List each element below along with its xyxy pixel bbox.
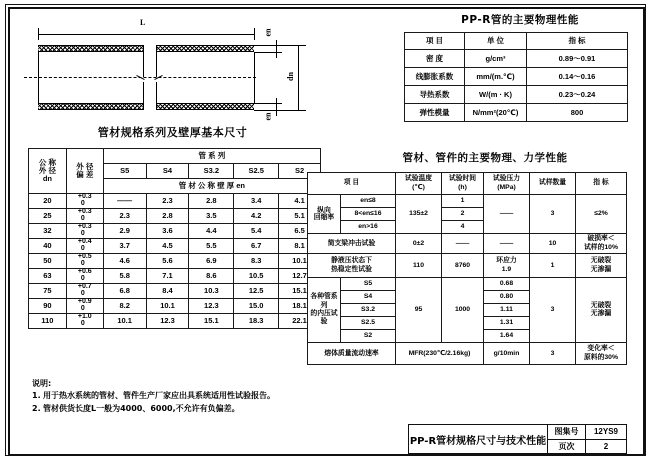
header-test-temperature [396,173,442,195]
cell-mfr-count: 3 [530,343,576,365]
cell-wall-thickness: 5.6 [146,254,189,269]
dim-line-dn [298,45,299,110]
cell-nominal-diameter: 50 [29,254,67,269]
cell-wall-thickness: 4.2 [234,209,279,224]
header-test-time [442,173,484,195]
cell-mfr-index: 变化率＜ 原料的30% [576,343,627,365]
header-press-line1: 试验压力 [492,175,521,183]
cell-mfr-unit: g/10min [484,343,530,365]
header-index: 指 标 [576,173,627,195]
cell-wall-thickness: 12.3 [146,314,189,329]
cell-tolerance: +0.4 0 [66,239,103,254]
cell-wall-thickness: 6.7 [234,239,279,254]
table-row [29,239,321,254]
dim-label-en-bottom: en [263,112,273,121]
cell-hydrostatic-label: 静液压状态下 热稳定性试验 [308,254,396,278]
header-temp-line1: 试验温度 [404,175,433,183]
cell-wall-thickness: —— [103,194,146,209]
dim-tick-left [38,28,39,40]
pipe-wall-top-right [156,45,254,52]
cell-property-name: 导热系数 [405,86,465,104]
table-row-header-1 [29,149,321,164]
title-block [408,424,627,454]
cell-mfr-condition: MFR(230℃/2.16kg) [396,343,484,365]
note-number: 1. [32,391,41,401]
header-series-s25: S2.5 [234,164,279,179]
header-sample-count: 试样数量 [530,173,576,195]
cell-property-unit: g/cm³ [465,50,527,68]
cell-wall-thickness: 22.1 [279,314,321,329]
table-row [29,269,321,284]
header-series-s5: S5 [103,164,146,179]
cell-shrinkage-time: 2 [442,208,484,221]
cell-wall-thickness: 12.7 [279,269,321,284]
table-row-mfr [308,343,627,365]
physical-properties-table [404,32,628,122]
cell-wall-thickness: 2.3 [103,209,146,224]
header-time-line1: 试验时间 [448,175,477,183]
cell-shrinkage-time: 1 [442,195,484,208]
table-row [29,254,321,269]
cell-tolerance: +0.6 0 [66,269,103,284]
cell-nominal-diameter: 75 [29,284,67,299]
cell-hydrostatic-temperature: 110 [396,254,442,278]
cell-impact-temperature: 0±2 [396,234,442,254]
table-row [405,86,628,104]
cell-internal-pressure: 0.68 [484,278,530,291]
cell-internal-count: 3 [530,278,576,343]
cell-internal-series: S2 [341,330,396,343]
cell-tolerance: +0.3 0 [66,194,103,209]
note-text: 管材供货长度L一般为4000、6000,不允许有负偏差。 [43,403,240,413]
title-block-row-page [548,440,626,454]
cell-wall-thickness: 10.1 [146,299,189,314]
cell-wall-thickness: 7.1 [146,269,189,284]
cell-tolerance: +0.3 0 [66,224,103,239]
break-line-left-upper [143,45,144,77]
cell-internal-pressure: 1.11 [484,304,530,317]
header-time-line2: (h) [458,183,467,191]
mechanical-properties-title: 管材、管件的主要物理、力学性能 [402,152,568,164]
cell-shrinkage-pressure: —— [484,195,530,234]
table-row [29,194,321,209]
cell-property-unit: N/mm²(20℃) [465,104,527,122]
cell-hydrostatic-time: 8760 [442,254,484,278]
table-row-impact [308,234,627,254]
cell-nominal-diameter: 32 [29,224,67,239]
cell-tolerance: +0.9 0 [66,299,103,314]
title-block-row-atlas [548,425,626,440]
cell-nominal-diameter: 40 [29,239,67,254]
cell-property-name: 线膨胀系数 [405,68,465,86]
cell-wall-thickness: 6.8 [103,284,146,299]
atlas-number-label: 图集号 [548,425,586,439]
header-dn-line2: 外 径 [38,166,56,176]
cell-wall-thickness: 15.0 [234,299,279,314]
header-dn-line1: 公 称 [38,158,56,168]
cell-internal-label: 各种管系列 的内压试验 [308,278,341,343]
cell-wall-thickness: 10.3 [189,284,234,299]
cell-hydrostatic-index: 无破裂 无渗漏 [576,254,627,278]
cell-property-unit: mm/(m.℃) [465,68,527,86]
header-tol-line2: 偏 差 [76,170,94,179]
notes-block [32,378,332,415]
cell-nominal-diameter: 25 [29,209,67,224]
cell-internal-series: S5 [341,278,396,291]
cell-wall-thickness: 10.5 [234,269,279,284]
cell-wall-thickness: 4.6 [103,254,146,269]
cell-wall-thickness: 5.5 [189,239,234,254]
cell-nominal-diameter: 63 [29,269,67,284]
header-diameter-tolerance [66,149,103,194]
cell-wall-thickness: 6.5 [279,224,321,239]
table-row [29,299,321,314]
cell-mfr-label: 熔体质量流动速率 [308,343,396,365]
cell-impact-time: —— [442,234,484,254]
header-series-s32: S3.2 [189,164,234,179]
header-test-pressure [484,173,530,195]
cell-shrinkage-condition: en>16 [341,221,396,234]
dim-tick-en-bottom [276,98,277,116]
atlas-number-value: 12YS9 [593,427,619,437]
header-nominal-diameter [29,149,67,194]
header-press-line2: (MPa) [497,183,516,191]
cell-wall-thickness: 10.1 [279,254,321,269]
header-index: 指 标 [527,33,628,50]
cell-wall-thickness: 2.8 [146,209,189,224]
dim-leader-en-top-a [254,45,282,46]
header-tol-line1: 外 径 [76,162,94,172]
spec-table-container [28,148,321,329]
cell-shrinkage-index: ≤2% [576,195,627,234]
dim-label-en-top: en [263,28,273,37]
cell-wall-thickness: 18.3 [234,314,279,329]
notes-list [32,390,332,415]
cell-impact-label: 简支梁冲击试验 [308,234,396,254]
table-row-hydrostatic [308,254,627,278]
cell-shrinkage-condition: 8<en≤16 [341,208,396,221]
header-series-s4: S4 [146,164,189,179]
break-line-right-upper [156,45,157,77]
break-line-left-lower [143,82,144,110]
mechanical-properties-table [307,172,627,365]
cell-wall-thickness: 3.4 [234,194,279,209]
cell-internal-index: 无破裂 无渗漏 [576,278,627,343]
cell-impact-pressure: —— [484,234,530,254]
page-number-label: 页次 [548,440,586,454]
dim-leader-dn-bottom [282,110,306,111]
header-temp-line2: (℃) [412,183,425,191]
cell-property-value: 0.89～0.91 [527,50,628,68]
cell-impact-index: 破损率＜ 试样的10% [576,234,627,254]
cell-wall-thickness: 10.1 [103,314,146,329]
cell-wall-thickness: 2.3 [146,194,189,209]
cell-wall-thickness: 5.8 [103,269,146,284]
table-row-shrinkage [308,195,627,208]
cell-wall-thickness: 12.3 [189,299,234,314]
spec-table-title: 管材规格系列及壁厚基本尺寸 [97,126,248,139]
pipe-wall-top-left [38,45,143,52]
cell-shrinkage-temperature: 135±2 [396,195,442,234]
cell-property-value: 0.23～0.24 [527,86,628,104]
header-series-s2: S2 [279,164,321,179]
cell-hydrostatic-count: 1 [530,254,576,278]
header-series-group: 管 系 列 [103,149,320,164]
dim-leader-en-bottom-a [254,103,282,104]
cell-nominal-diameter: 20 [29,194,67,209]
cell-tolerance: +0.3 0 [66,209,103,224]
note-number: 2. [32,403,41,413]
cell-wall-thickness: 12.5 [234,284,279,299]
cell-hydrostatic-pressure: 环应力 1.9 [484,254,530,278]
dim-tick-right [254,28,255,40]
cell-tolerance: +1.0 0 [66,314,103,329]
cell-tolerance: +0.7 0 [66,284,103,299]
cell-wall-thickness: 8.3 [234,254,279,269]
pipe-spec-table [28,148,321,329]
break-line-right-lower [156,82,157,110]
cell-shrinkage-condition: en≤8 [341,195,396,208]
cell-nominal-diameter: 110 [29,314,67,329]
dim-leader-en-bottom-b [254,110,282,111]
pipe-section-diagram [18,12,318,120]
notes-heading: 说明: [32,379,52,388]
header-item: 项 目 [308,173,396,195]
header-wall-thickness-group: 管 材 公 称 壁 厚 en [103,179,320,194]
dim-line-length [38,34,254,35]
cell-internal-series: S2.5 [341,317,396,330]
cell-wall-thickness: 18.1 [279,299,321,314]
cell-shrinkage-count: 3 [530,195,576,234]
cell-wall-thickness: 4.1 [279,194,321,209]
dim-leader-dn-top [282,45,306,46]
cell-wall-thickness: 3.5 [189,209,234,224]
note-item [32,403,332,415]
dim-label-dn: dn [285,72,295,81]
table-row [405,68,628,86]
cell-tolerance: +0.5 0 [66,254,103,269]
cell-wall-thickness: 5.1 [279,209,321,224]
cell-property-value: 800 [527,104,628,122]
cell-property-unit: W/(m · K) [465,86,527,104]
cell-wall-thickness: 2.9 [103,224,146,239]
cell-wall-thickness: 6.9 [189,254,234,269]
dim-tick-en-top [276,40,277,58]
cell-wall-thickness: 8.4 [146,284,189,299]
cell-wall-thickness: 15.1 [279,284,321,299]
header-unit: 单 位 [465,33,527,50]
table-row [29,209,321,224]
cell-internal-pressure: 1.31 [484,317,530,330]
pipe-center-line [24,77,256,78]
title-block-meta [548,425,626,453]
cell-wall-thickness: 3.7 [103,239,146,254]
table-row [29,284,321,299]
cell-property-value: 0.14～0.16 [527,68,628,86]
cell-wall-thickness: 15.1 [189,314,234,329]
cell-property-name: 弹性模量 [405,104,465,122]
cell-shrinkage-label: 纵向 回缩率 [308,195,341,234]
note-item [32,390,332,402]
cell-wall-thickness: 4.4 [189,224,234,239]
cell-internal-series: S3.2 [341,304,396,317]
pipe-wall-bottom-left [38,103,143,110]
cell-internal-pressure: 1.64 [484,330,530,343]
page-number-value: 2 [603,441,609,451]
cell-wall-thickness: 2.8 [189,194,234,209]
table-row-internal-pressure [308,278,627,291]
dim-label-length: L [140,18,146,27]
table-row-header [308,173,627,195]
cell-wall-thickness: 8.2 [103,299,146,314]
cell-shrinkage-time: 4 [442,221,484,234]
cell-property-name: 密 度 [405,50,465,68]
cell-wall-thickness: 3.6 [146,224,189,239]
cell-internal-series: S4 [341,291,396,304]
cell-internal-time: 1000 [442,278,484,343]
pipe-wall-bottom-right [156,103,254,110]
physical-properties-title: PP-R管的主要物理性能 [461,14,579,26]
table-row-header [405,33,628,50]
header-item: 项 目 [405,33,465,50]
cell-internal-temperature: 95 [396,278,442,343]
table-row [405,50,628,68]
table-row [29,314,321,329]
table-row [405,104,628,122]
cell-internal-pressure: 0.80 [484,291,530,304]
cell-nominal-diameter: 90 [29,299,67,314]
drawing-title: PP-R管材规格尺寸与技术性能 [409,425,548,453]
cell-wall-thickness: 5.4 [234,224,279,239]
cell-wall-thickness: 4.5 [146,239,189,254]
table-row [29,224,321,239]
cell-wall-thickness: 8.6 [189,269,234,284]
cell-wall-thickness: 8.1 [279,239,321,254]
header-dn-line3: dn [42,173,53,183]
note-text: 用于热水系统的管材、管件生产厂家应出具系统适用性试验报告。 [43,391,275,401]
dim-leader-en-top-b [254,52,282,53]
cell-impact-count: 10 [530,234,576,254]
